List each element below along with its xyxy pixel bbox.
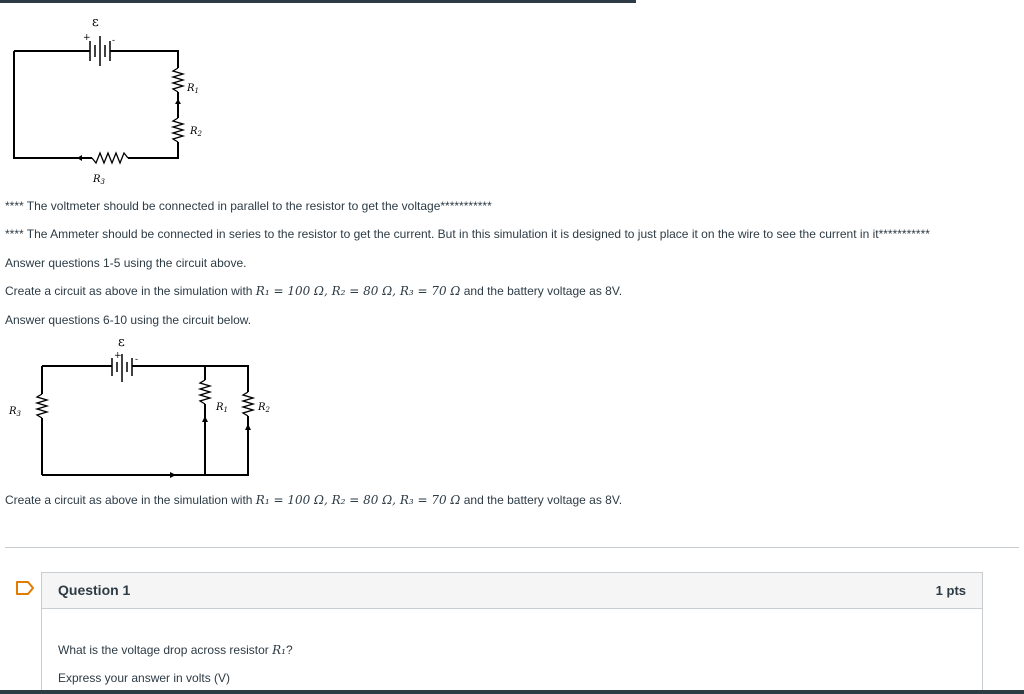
battery-plus-2: +	[114, 351, 122, 361]
create-circuit-instruction-2	[5, 493, 622, 507]
create2-suffix: and the battery voltage as 8V.	[463, 493, 623, 507]
question-header	[42, 573, 982, 609]
ammeter-note: **** The Ammeter should be connected in series to the resistor to get the current. But in this simulation it is designed to just place it on the wire to see the current in it***********	[5, 227, 930, 241]
emf-label-2: ε	[118, 335, 125, 350]
emf-label: ε	[92, 15, 99, 30]
top-rule	[0, 0, 636, 3]
r2-label-2: $R_2$	[258, 402, 270, 414]
r2-label: $R_2$	[190, 126, 202, 138]
answer-1-5-instruction: Answer questions 1-5 using the circuit above.	[5, 256, 247, 270]
r1-label: $R_1$	[187, 83, 199, 95]
r3-label: $R_3$	[93, 174, 105, 186]
prompt-variable: R₁	[272, 643, 286, 657]
create-suffix: and the battery voltage as 8V.	[463, 284, 623, 298]
question-points: 1 pts	[935, 583, 966, 598]
question-title: Question 1	[58, 582, 131, 598]
bookmark-flag-icon[interactable]	[15, 580, 35, 596]
question-instruction: Express your answer in volts (V)	[58, 671, 231, 685]
answer-6-10-instruction: Answer questions 6-10 using the circuit below.	[5, 313, 252, 327]
battery-minus-2: -	[135, 355, 139, 365]
question-panel	[41, 572, 983, 694]
section-divider	[5, 547, 1019, 548]
resistor-values: R₁ = 100 Ω, R₂ = 80 Ω, R₃ = 70 Ω	[255, 284, 461, 298]
circuit-diagram-series	[0, 8, 240, 190]
r3-label-2: $R_3$	[9, 406, 21, 418]
battery-minus: -	[112, 36, 116, 46]
r1-label-2: $R_1$	[216, 402, 228, 414]
voltmeter-note: **** The voltmeter should be connected in parallel to the resistor to get the voltage***********	[5, 199, 492, 213]
create-circuit-instruction-1	[5, 284, 622, 298]
prompt-suffix: ?	[285, 643, 293, 657]
prompt-prefix: What is the voltage drop across resistor	[58, 643, 269, 657]
create2-prefix: Create a circuit as above in the simulation with	[5, 493, 253, 507]
circuit-diagram-parallel	[0, 332, 290, 482]
battery-plus: +	[83, 33, 91, 43]
resistor-values-2: R₁ = 100 Ω, R₂ = 80 Ω, R₃ = 70 Ω	[255, 493, 461, 507]
bottom-bar	[0, 690, 1024, 694]
create-prefix: Create a circuit as above in the simulation with	[5, 284, 253, 298]
question-prompt	[58, 643, 293, 657]
